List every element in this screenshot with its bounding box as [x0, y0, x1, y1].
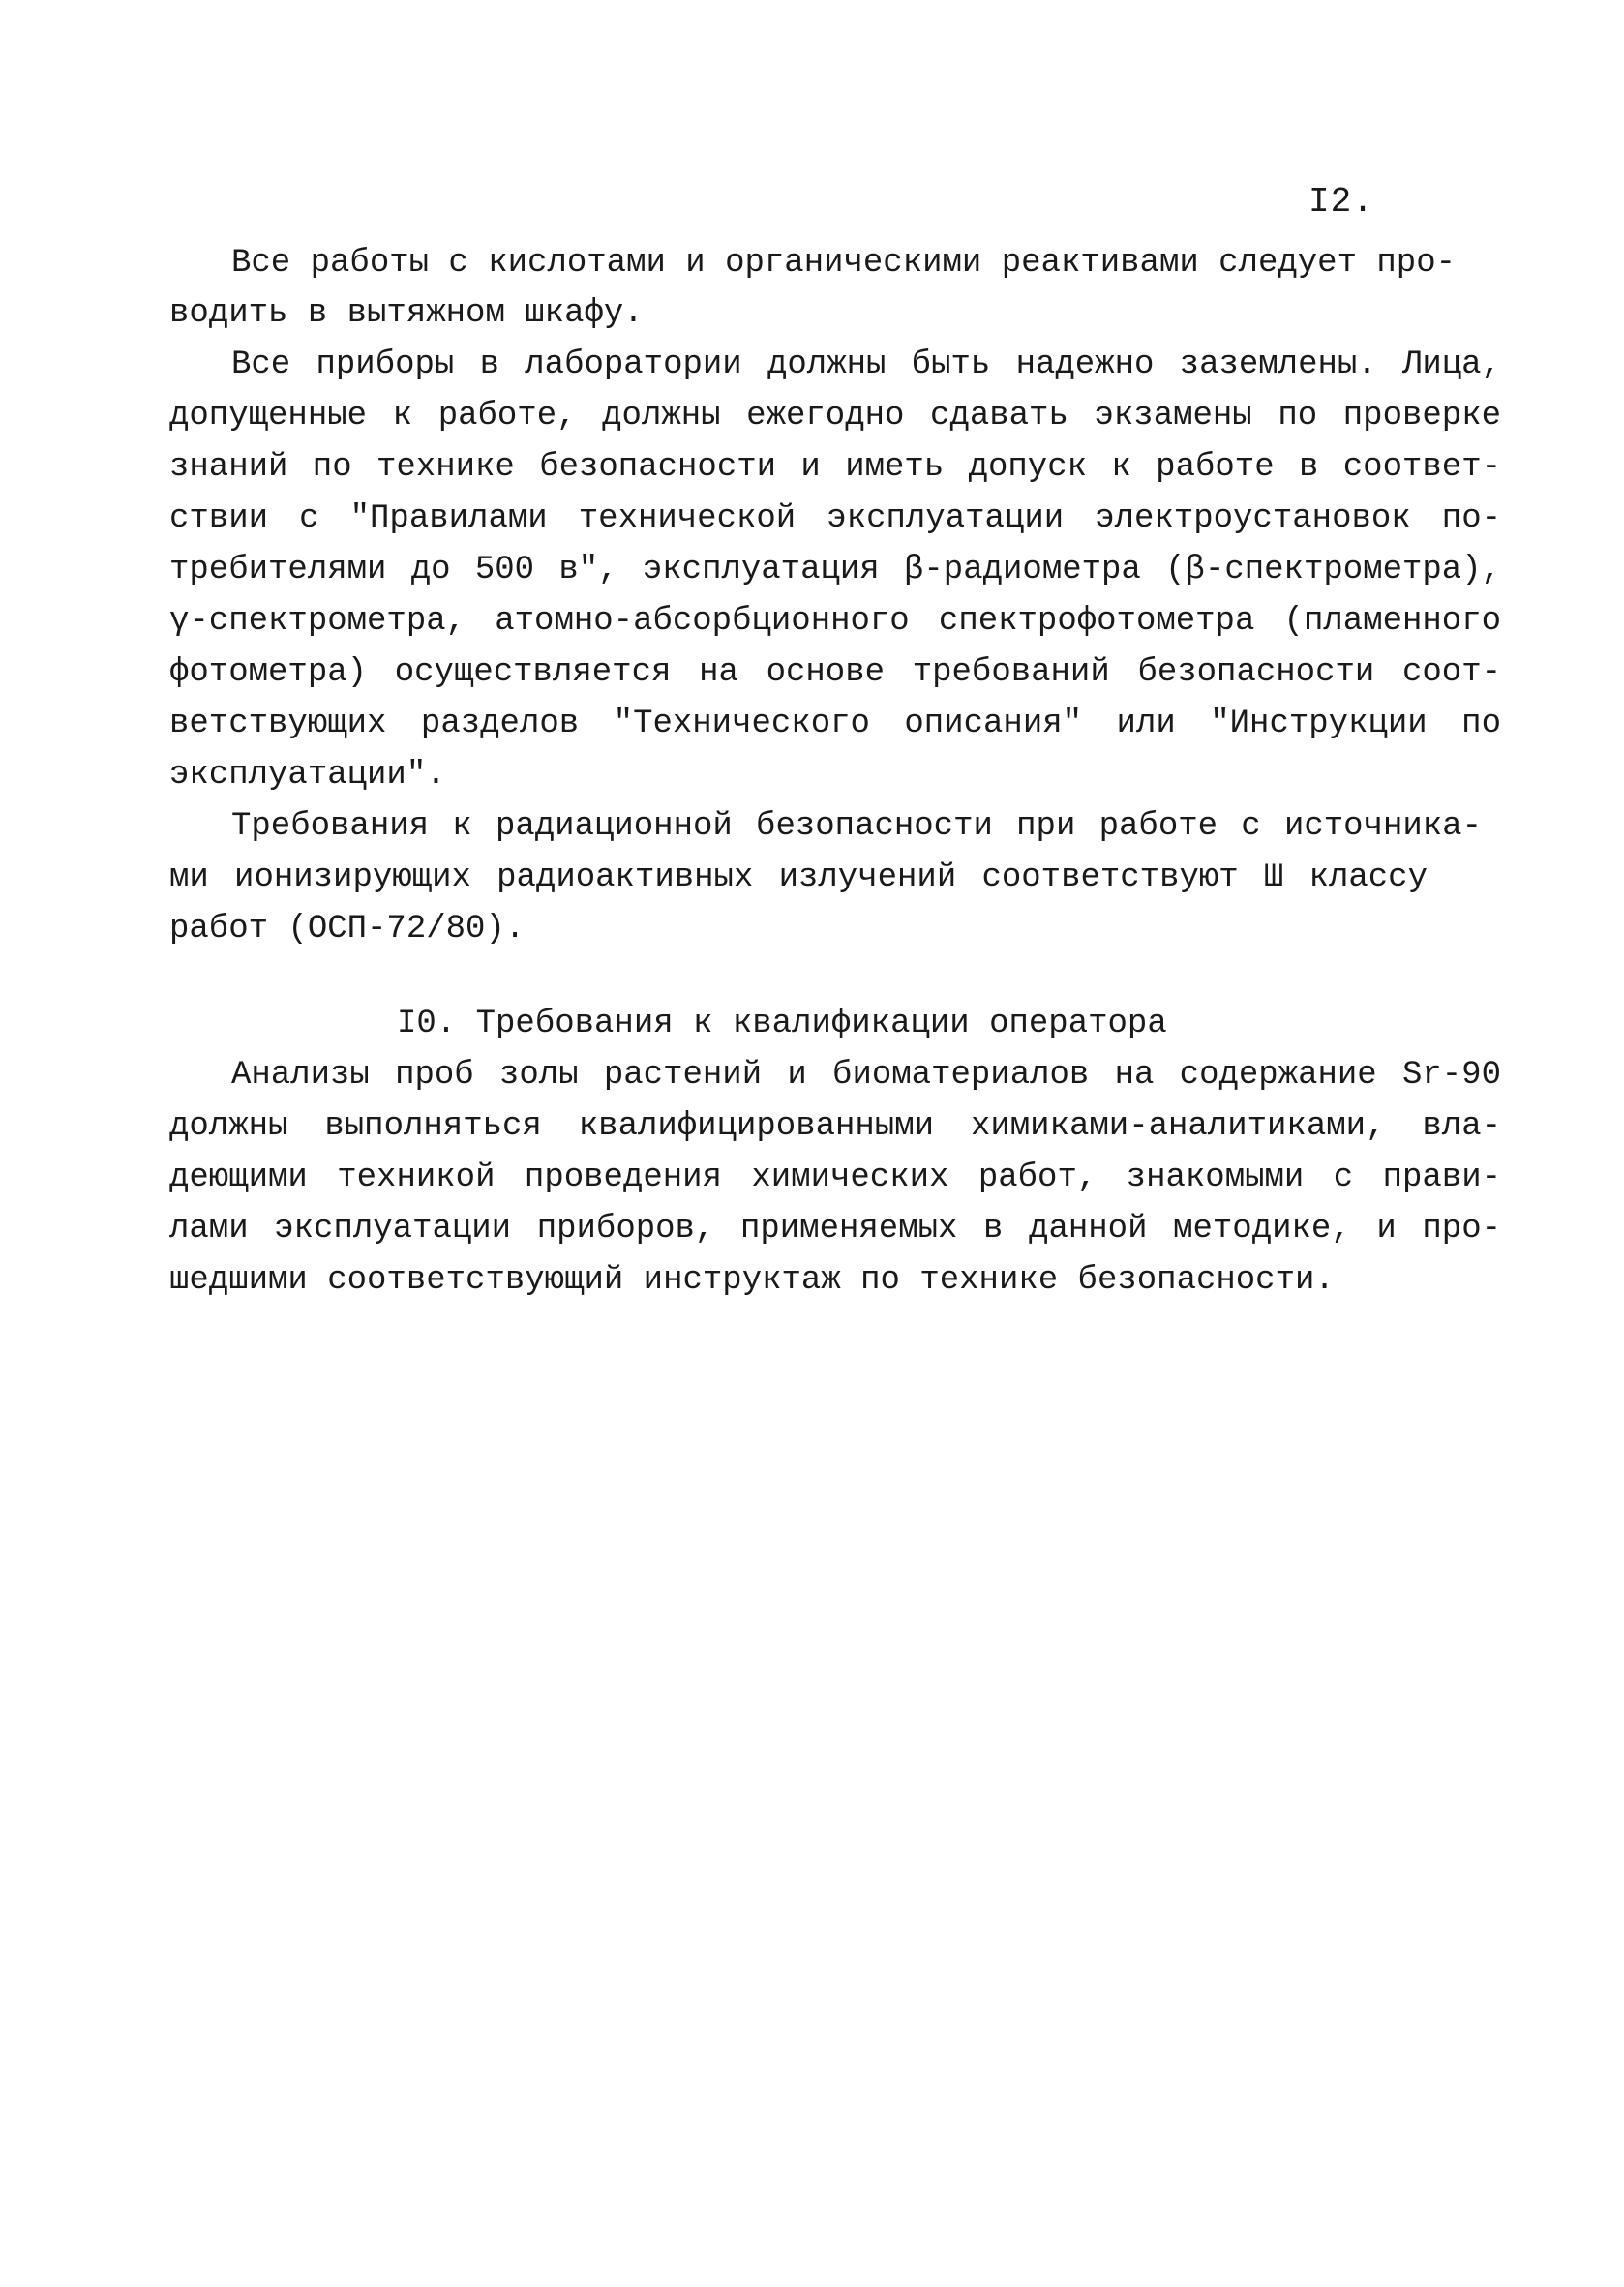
paragraph-1-line-1: Все работы с кислотами и органическими реактивами следует про- — [231, 245, 1457, 282]
page-number: I2. — [1308, 182, 1374, 222]
paragraph-3-line-2: ми ионизирующих радиоактивных излучений соответствуют Ш классу — [169, 859, 1428, 896]
paragraph-2-line-1: Все приборы в лаборатории должны быть надежно заземлены. Лица, — [231, 346, 1501, 383]
paragraph-2-line-3: знаний по технике безопасности и иметь допуск к работе в соответ- — [169, 449, 1501, 486]
paragraph-2-line-2: допущенные к работе, должны ежегодно сдавать экзамены по проверке — [169, 398, 1501, 435]
paragraph-4-line-3: деющими техникой проведения химических работ, знакомыми с прави- — [169, 1159, 1501, 1196]
paragraph-2-line-8: ветствующих разделов "Технического описания" или "Инструкции по — [169, 706, 1501, 742]
paragraph-2-line-6: γ-спектрометра, атомно-абсорбционного спектрофотометра (пламенного — [169, 603, 1501, 640]
paragraph-4-line-1: Анализы проб золы растений и биоматериалов на содержание Sr-90 — [231, 1057, 1501, 1094]
paragraph-3-line-1: Требования к радиационной безопасности при работе с источника- — [231, 808, 1482, 845]
paragraph-4-line-2: должны выполняться квалифицированными химиками-аналитиками, вла- — [169, 1108, 1501, 1145]
paragraph-3-line-3: работ (ОСП-72/80). — [169, 911, 526, 948]
paragraph-4-line-4: лами эксплуатации приборов, применяемых в данной методике, и про- — [169, 1211, 1501, 1248]
paragraph-2-line-5: требителями до 500 в", эксплуатация β-радиометра (β-спектрометра), — [169, 552, 1501, 588]
section-heading: I0. Требования к квалификации оператора — [397, 1006, 1167, 1042]
paragraph-4-line-5: шедшими соответствующий инструктаж по технике безопасности. — [169, 1262, 1335, 1299]
paragraph-2-line-7: фотометра) осуществляется на основе требований безопасности соот- — [169, 654, 1501, 691]
paragraph-2-line-9: эксплуатации". — [169, 757, 446, 794]
paragraph-2-line-4: ствии с "Правилами технической эксплуатации электроустановок по- — [169, 500, 1501, 537]
paragraph-1-line-2: водить в вытяжном шкафу. — [169, 295, 644, 332]
